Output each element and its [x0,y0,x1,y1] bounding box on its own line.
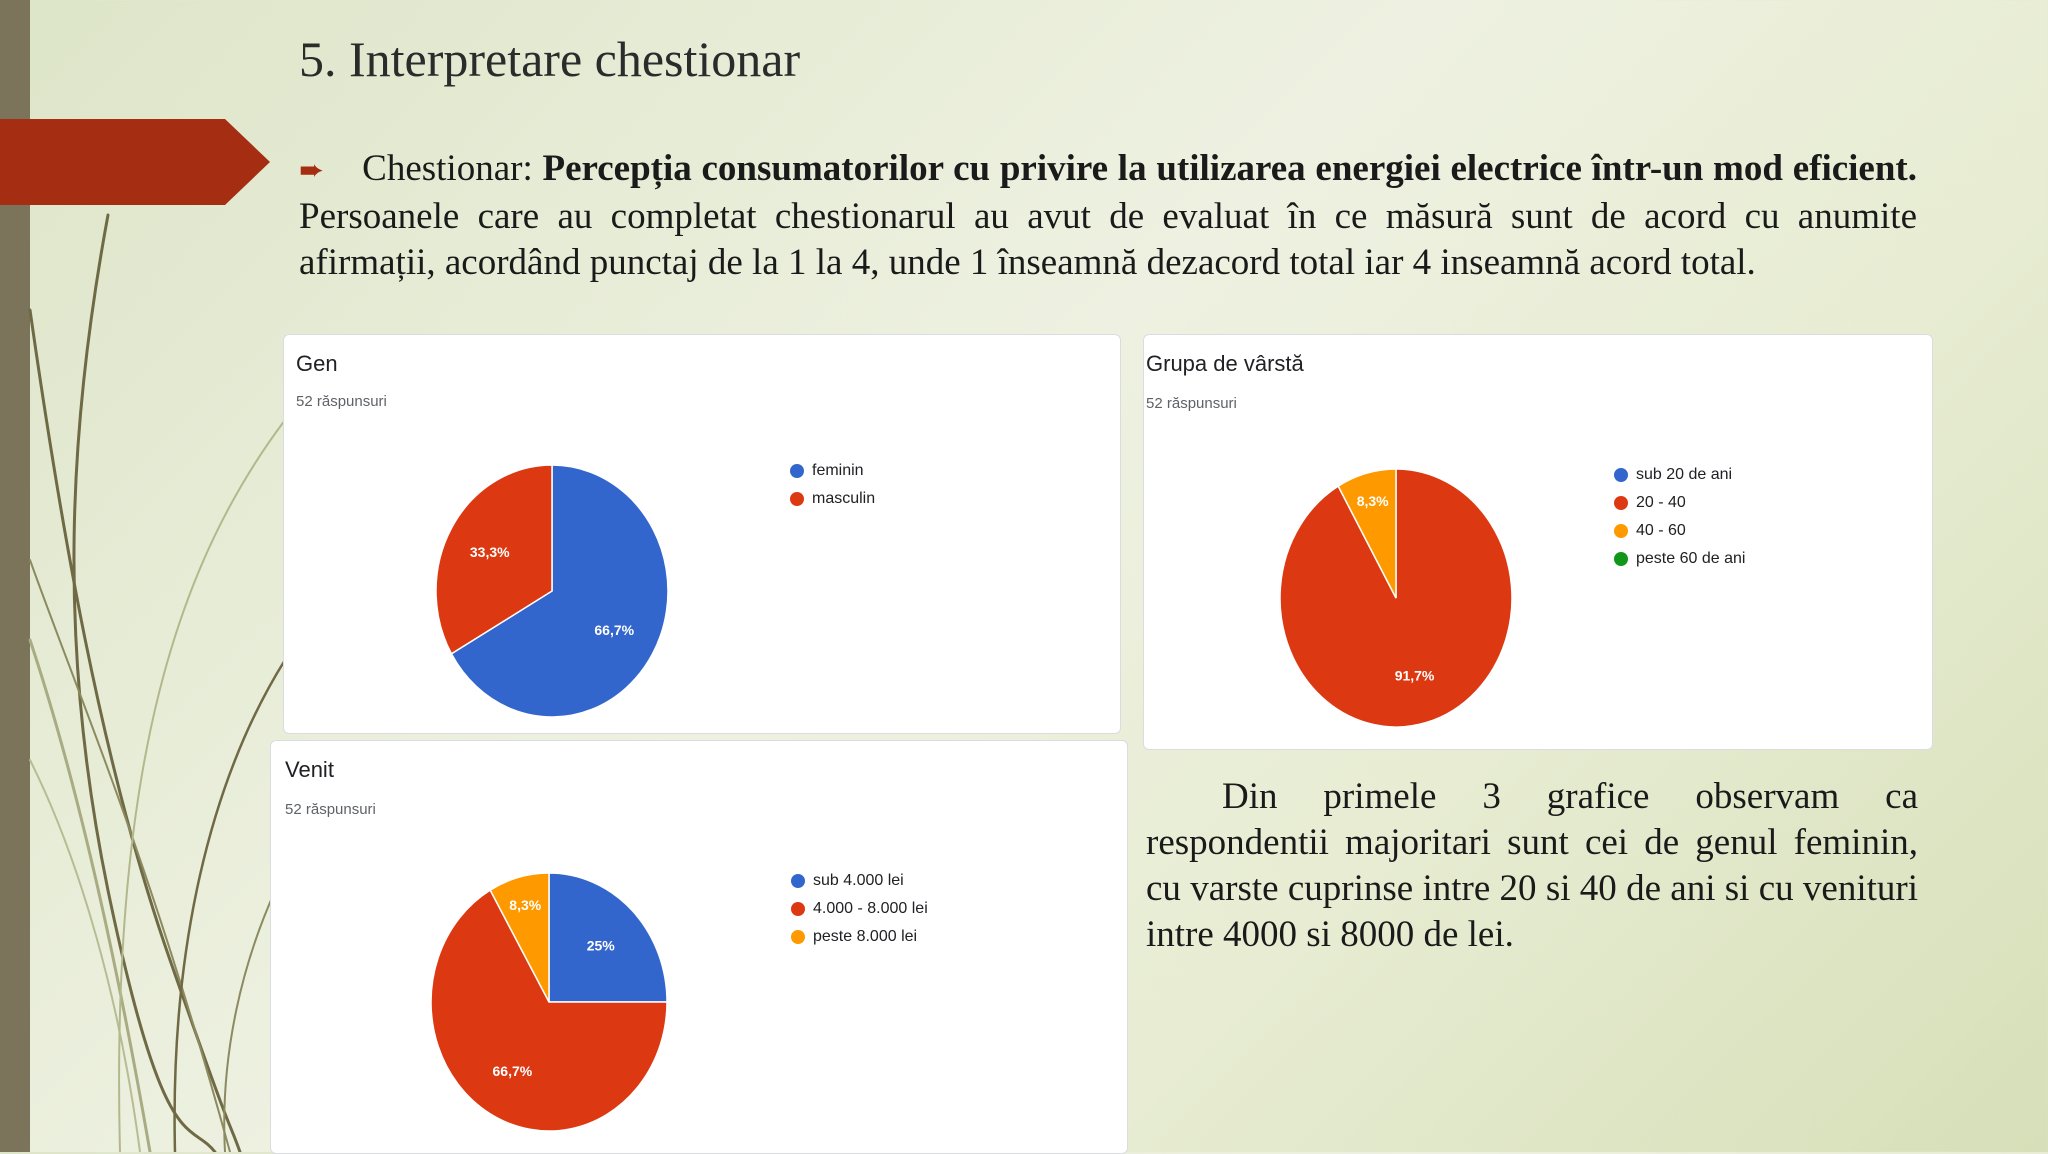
legend-item [790,485,875,513]
pie-data-label: 66,7% [492,1063,533,1080]
legend-label: 40 - 60 [1636,522,1686,539]
legend-label: peste 8.000 lei [813,928,918,945]
legend-item [791,923,928,951]
slide-title: 5. Interpretare chestionar [299,31,801,87]
chart-legend [790,457,875,513]
legend-dot-icon [1614,496,1628,510]
chart-title: Gen [296,351,338,376]
legend-item [791,895,928,923]
legend-label: feminin [812,462,864,479]
chart-title: Grupa de vârstă [1146,351,1304,376]
questionnaire-title: Percepția consumatorilor cu privire la utilizarea energiei electrice într-un mod eficient. [542,148,1917,189]
legend-dot-icon [790,464,804,478]
chart-title: Venit [285,757,334,782]
legend-item [1614,517,1745,545]
conclusion-paragraph: Din primele 3 grafice observam ca respondentii majoritari sunt cei de genul feminin, cu varste cuprinse intre 20 si 40 de ani si cu venituri intre 4000 si 8000 de lei. [1146,776,1918,955]
chart-card-grupa-de-varsta [1143,334,1933,750]
legend-dot-icon [1614,468,1628,482]
legend-item [1614,489,1745,517]
chart-subtitle: 52 răspunsuri [1146,395,1237,412]
pie-data-label: 8,3% [509,896,542,913]
legend-item [1614,461,1745,489]
legend-label: 20 - 40 [1636,494,1686,511]
pie-data-label: 91,7% [1394,667,1435,684]
pie-chart [1278,467,1514,729]
legend-dot-icon [791,930,805,944]
arrow-bullet-icon: ➨ [299,154,325,187]
chart-legend [1614,461,1745,573]
pie-data-label: 66,7% [594,622,635,639]
legend-label: sub 20 de ani [1636,466,1733,483]
pie-chart [434,463,670,719]
intro-paragraph [299,146,1917,286]
chart-card-gen [283,334,1121,734]
legend-label: masculin [812,490,876,507]
chart-card-venit [270,740,1128,1154]
title-arrow-shape [0,119,270,205]
legend-item [790,457,875,485]
legend-dot-icon [791,902,805,916]
legend-item [791,867,928,895]
legend-dot-icon [790,492,804,506]
chart-subtitle: 52 răspunsuri [296,393,387,410]
legend-label: sub 4.000 lei [813,872,904,889]
chart-subtitle: 52 răspunsuri [285,801,376,818]
legend-label: 4.000 - 8.000 lei [813,900,928,917]
intro-label: Chestionar: [362,148,543,189]
legend-item [1614,545,1745,573]
pie-chart [429,871,669,1133]
pie-data-label: 25% [586,937,615,954]
intro-description: Persoanele care au completat chestionarul au avut de evaluat în ce măsură sunt de acord cu anumite afirmații, acordând punctaj de la 1 la 4, unde 1 înseamnă dezacord total iar 4 inseamnă acord total. [299,196,1917,283]
legend-dot-icon [791,874,805,888]
legend-dot-icon [1614,524,1628,538]
pie-data-label: 8,3% [1356,492,1389,509]
chart-legend [791,867,928,951]
pie-data-label: 33,3% [469,543,510,560]
legend-dot-icon [1614,552,1628,566]
legend-label: peste 60 de ani [1636,550,1746,567]
